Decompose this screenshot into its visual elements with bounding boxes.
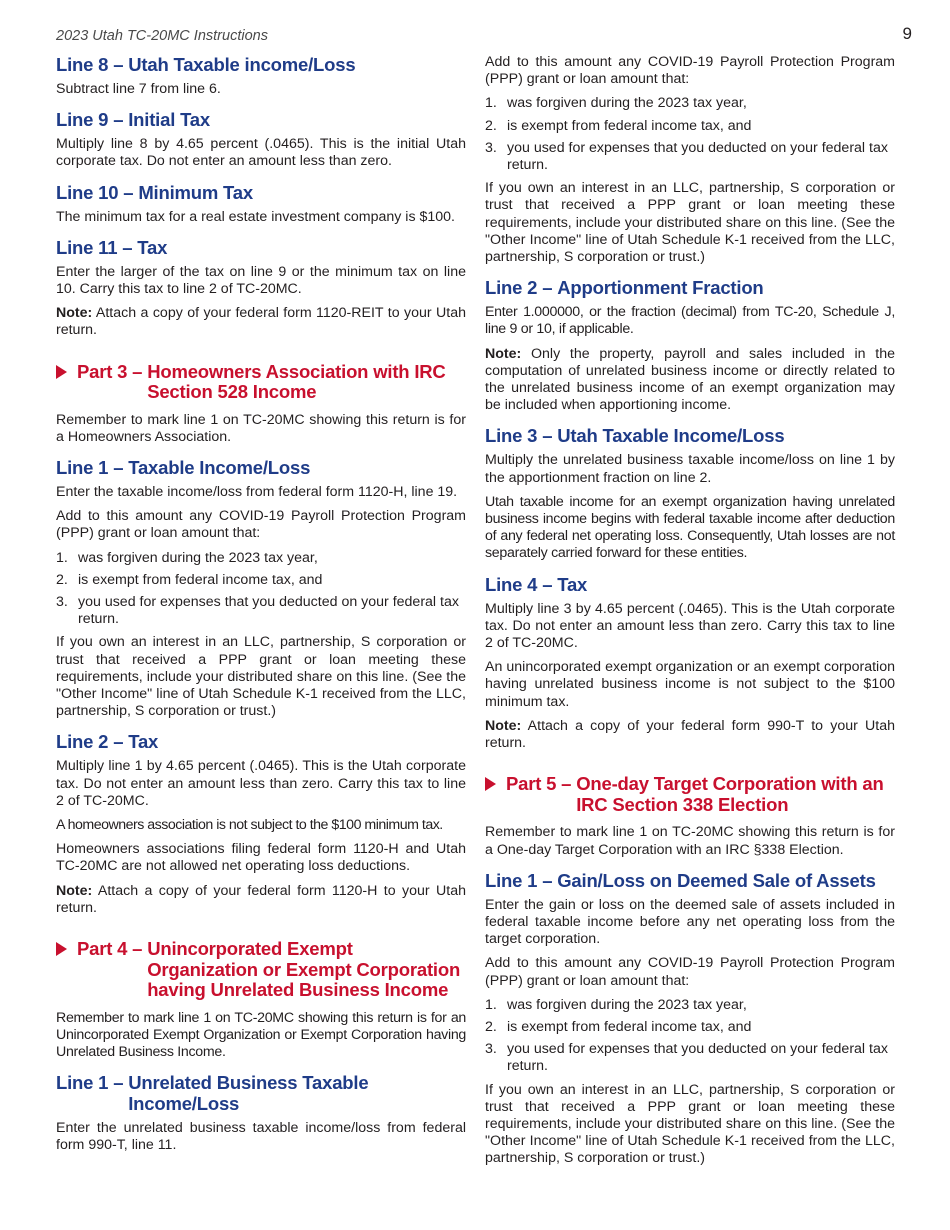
part-title: One-day Target Corporation with an IRC Section 338 Election	[576, 773, 884, 815]
list-item: 3. you used for expenses that you deducted on your federal tax return.	[56, 594, 459, 628]
heading-label: Line 8 –	[56, 54, 129, 75]
paragraph: If you own an interest in an LLC, partnership, S corporation or trust that received a PPP grant or loan meeting these requirements, include your distributed share on this line. (See the "Other Income" line of Utah Schedule K-1 received from the LLC, partnership, S corporation or trust.)	[56, 634, 466, 720]
section-part3-line-1	[56, 457, 466, 720]
section-line-10	[56, 182, 466, 226]
section-part5-line-1	[485, 870, 895, 1168]
page-number: 9	[902, 24, 912, 43]
right-column	[485, 54, 895, 1175]
line-11-heading: Line 11 – Tax	[56, 236, 168, 258]
line-2-heading	[485, 277, 895, 298]
note-text: Only the property, payroll and sales included in the computation of unrelated business income or directly related to the unrelated business income of an exempt organization may be included when apportioning income.	[485, 345, 895, 414]
list-item: 1. was forgiven during the 2023 tax year,	[485, 996, 747, 1013]
note-label: Note:	[56, 305, 93, 322]
note	[485, 346, 895, 415]
part-title: Unincorporated Exempt Organization or Exempt Corporation having Unrelated Business Income	[147, 938, 461, 1001]
numbered-list	[485, 997, 895, 1076]
paragraph: An unincorporated exempt organization or an exempt corporation having unrelated business income is not subject to the $100 minimum tax.	[485, 659, 895, 710]
paragraph: Add to this amount any COVID-19 Payroll Protection Program (PPP) grant or loan amount that:	[56, 508, 466, 542]
paragraph: Add to this amount any COVID-19 Payroll Protection Program (PPP) grant or loan amount that:	[485, 54, 895, 88]
heading-label: Line 3 –	[485, 425, 558, 447]
heading-label: Line 2 –	[485, 277, 558, 299]
paragraph: Enter the taxable income/loss from federal form 1120-H, line 19.	[56, 484, 458, 501]
heading-label: Line 1 –	[56, 1072, 129, 1094]
note-text: Attach a copy of your federal form 1120-REIT to your Utah return.	[56, 305, 466, 339]
part-label: Part 3 –	[77, 360, 148, 382]
line-9-heading	[56, 109, 466, 130]
line-3-heading	[485, 425, 895, 446]
paragraph: Multiply the unrelated business taxable income/loss on line 1 by the apportionment fraction on line 2.	[485, 452, 895, 486]
list-item: 1. was forgiven during the 2023 tax year,	[56, 549, 318, 566]
paragraph: Remember to mark line 1 on TC-20MC showing this return is for a One-day Target Corporation with an IRC §338 Election.	[485, 824, 895, 858]
paragraph: Remember to mark line 1 on TC-20MC showing this return is for a Homeowners Association.	[56, 411, 466, 445]
part-3-heading	[56, 362, 466, 403]
section-part3-line-2	[56, 731, 466, 917]
paragraph: Remember to mark line 1 on TC-20MC showing this return is for an Unincorporated Exempt Organization or Exempt Corporation having Unrelated Business Income.	[56, 1009, 466, 1060]
paragraph: If you own an interest in an LLC, partnership, S corporation or trust that received a PPP grant or loan meeting these requirements, include your distributed share on this line. (See the "Other Income" line of Utah Schedule K-1 received from the LLC, partnership, S corporation or trust.)	[485, 1081, 895, 1167]
paragraph: Subtract line 7 from line 6.	[56, 81, 221, 97]
heading-title: Unrelated Business Taxable Income/Loss	[128, 1072, 369, 1115]
part-label: Part 5 –	[506, 773, 577, 795]
heading-title: Taxable Income/Loss	[128, 457, 311, 479]
numbered-list	[56, 550, 466, 629]
paragraph: Enter the unrelated business taxable income/loss from federal form 990-T, line 11.	[56, 1120, 466, 1154]
section-part4-line-2	[485, 277, 895, 414]
part-title: Homeowners Association with IRC Section 528 Income	[147, 360, 446, 403]
numbered-list	[485, 95, 895, 174]
line-2-heading	[56, 731, 466, 752]
paragraph: Multiply line 1 by 4.65 percent (.0465). This is the Utah corporate tax. Do not enter an amount less than zero. Carry this tax to line 2 of TC-20MC.	[56, 758, 466, 809]
heading-label: Line 1 –	[56, 457, 129, 479]
line-1-heading	[56, 457, 466, 478]
line-4-heading	[485, 574, 895, 595]
list-item: 2. is exempt from federal income tax, and	[56, 571, 323, 588]
section-part4-line-1-continued	[485, 54, 895, 266]
part-5-heading	[485, 774, 895, 815]
note	[56, 883, 466, 917]
line-1-heading	[56, 1072, 466, 1114]
heading-title: Tax	[128, 731, 159, 753]
heading-title: Utah Taxable income/Loss	[128, 54, 356, 75]
paragraph: Multiply line 3 by 4.65 percent (.0465). This is the Utah corporate tax. Do not enter an amount less than zero. Carry this tax to line 2 of TC-20MC.	[485, 600, 895, 652]
section-part4-line-4	[485, 574, 895, 753]
line-8-heading	[56, 54, 466, 75]
list-item: 3. you used for expenses that you deducted on your federal tax return.	[485, 139, 888, 174]
list-item: 2. is exempt from federal income tax, and	[485, 117, 752, 134]
page-header	[56, 26, 912, 48]
line-1-heading	[485, 870, 895, 891]
section-line-8	[56, 54, 466, 98]
line-10-heading: Line 10 – Minimum Tax	[56, 181, 253, 203]
note-text: Attach a copy of your federal form 1120-H to your Utah return.	[56, 882, 466, 916]
section-line-11	[56, 237, 466, 340]
note-label: Note:	[56, 882, 93, 899]
heading-label: Line 4 –	[485, 573, 558, 595]
heading-label: Line 1 –	[485, 869, 558, 891]
document-title: 2023 Utah TC-20MC Instructions	[56, 28, 268, 44]
note-label: Note:	[485, 345, 522, 362]
paragraph: A homeowners association is not subject to the $100 minimum tax.	[56, 817, 443, 834]
paragraph: Homeowners associations filing federal form 1120-H and Utah TC-20MC are not allowed net operating loss deductions.	[56, 841, 466, 875]
section-part4-line-1	[56, 1072, 466, 1154]
paragraph: If you own an interest in an LLC, partnership, S corporation or trust that received a PPP grant or loan meeting these requirements, include your distributed share on this line. (See the "Other Income" line of Utah Schedule K-1 received from the LLC, partnership, S corporation or trust.)	[485, 180, 895, 266]
section-line-9	[56, 109, 466, 170]
triangle-bullet-icon	[56, 942, 67, 956]
heading-label: Line 9 –	[56, 109, 129, 131]
note-label: Note:	[485, 717, 522, 734]
heading-label: Line 2 –	[56, 731, 129, 753]
left-column	[56, 54, 466, 1162]
heading-title: Initial Tax	[128, 109, 210, 131]
part-4-heading	[56, 939, 466, 1001]
heading-title: Apportionment Fraction	[557, 277, 764, 299]
note	[485, 718, 895, 752]
paragraph: The minimum tax for a real estate investment company is $100.	[56, 208, 456, 225]
note	[56, 305, 466, 339]
section-part4-line-3	[485, 425, 895, 562]
part-label: Part 4 –	[77, 938, 148, 960]
list-item: 1. was forgiven during the 2023 tax year,	[485, 95, 747, 112]
heading-title: Utah Taxable Income/Loss	[557, 425, 785, 447]
heading-title: Gain/Loss on Deemed Sale of Assets	[557, 869, 876, 891]
paragraph: Add to this amount any COVID-19 Payroll Protection Program (PPP) grant or loan amount that:	[485, 955, 895, 989]
triangle-bullet-icon	[485, 777, 496, 791]
paragraph: Enter the gain or loss on the deemed sale of assets included in federal taxable income before any net operating loss from the target corporation.	[485, 896, 895, 948]
list-item: 2. is exempt from federal income tax, and	[485, 1018, 752, 1035]
paragraph: Utah taxable income for an exempt organization having unrelated business income begins with federal taxable income after deduction of any federal net operating loss. Consequently, Utah losses are not separately carried forward for these entities.	[485, 493, 895, 562]
triangle-bullet-icon	[56, 365, 67, 379]
paragraph: Multiply line 8 by 4.65 percent (.0465). This is the initial Utah corporate tax. Do not enter an amount less than zero.	[56, 136, 466, 170]
note-text: Attach a copy of your federal form 990-T to your Utah return.	[485, 717, 895, 752]
list-item: 3. you used for expenses that you deducted on your federal tax return.	[485, 1041, 888, 1075]
paragraph: Enter 1.000000, or the fraction (decimal) from TC-20, Schedule J, line 9 or 10, if applicable.	[485, 304, 895, 338]
heading-title: Tax	[557, 573, 588, 595]
paragraph: Enter the larger of the tax on line 9 or the minimum tax on line 10. Carry this tax to line 2 of TC-20MC.	[56, 263, 466, 298]
